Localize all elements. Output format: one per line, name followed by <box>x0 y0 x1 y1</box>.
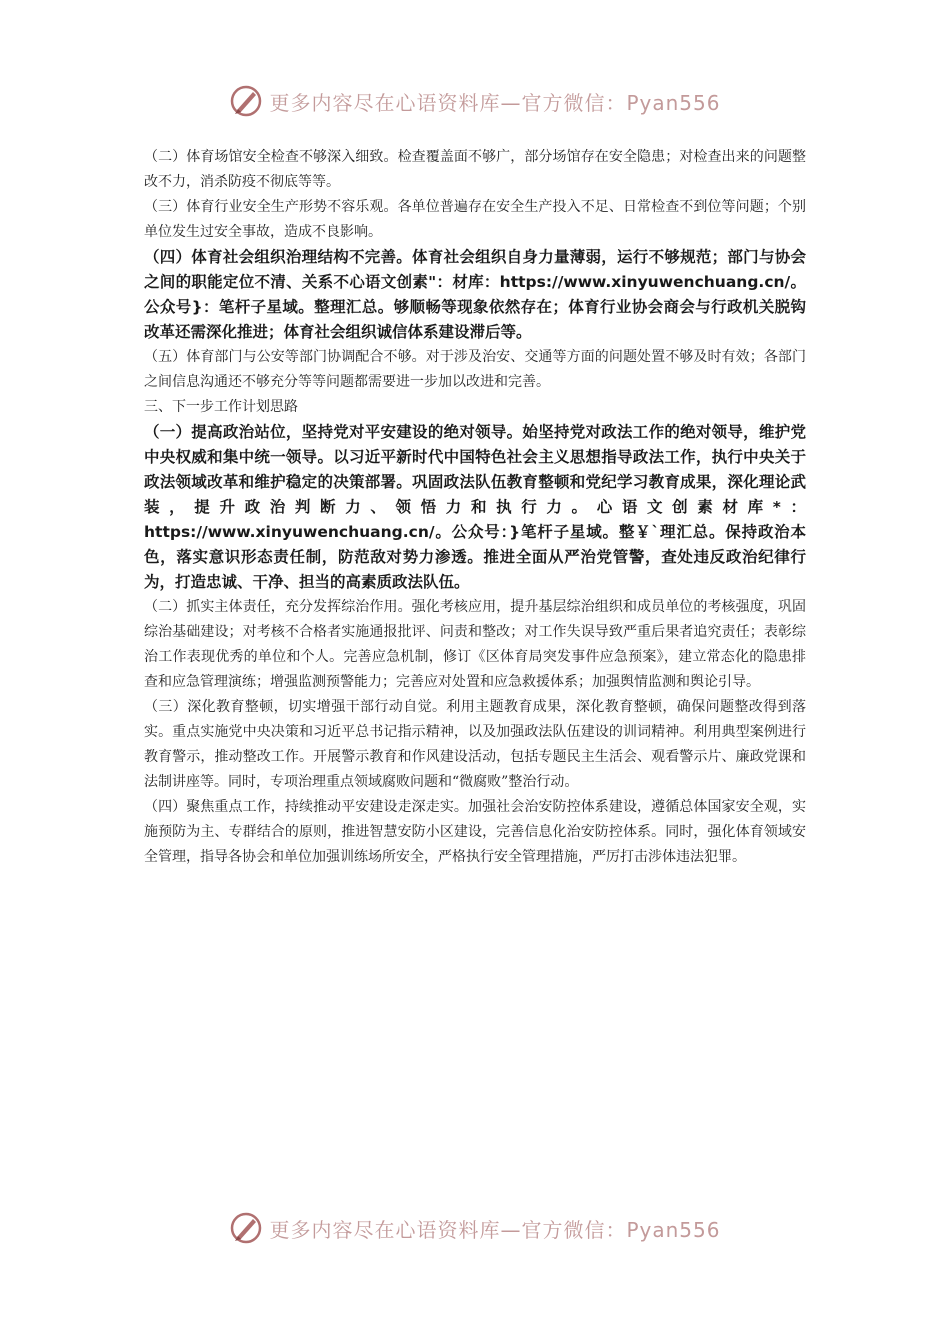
document-body <box>144 145 806 870</box>
watermark-footer <box>0 1211 950 1245</box>
watermark-text: 更多内容尽在心语资料库—官方微信：Pyan556 <box>269 90 721 115</box>
section-heading: 三、下一步工作计划思路 <box>144 399 298 415</box>
paragraph: （三）体育行业安全生产形势不容乐观。各单位普遍存在安全生产投入不足、日常检查不到位等问题；个别单位发生过安全事故，造成不良影响。 <box>144 199 806 240</box>
paragraph: （四）聚焦重点工作，持续推动平安建设走深走实。加强社会治安防控体系建设，遵循总体国家安全观，实施预防为主、专群结合的原则，推进智慧安防小区建设，完善信息化治安防控体系。同时，强化体育领域安全管理，指导各协会和单位加强训练场所安全，严格执行安全管理措施，严厉打击涉体违法犯罪。 <box>144 799 806 865</box>
paragraph-bold: （四）体育社会组织治理结构不完善。体育社会组织自身力量薄弱，运行不够规范；部门与协会之间的职能定位不清、关系不心语文创素"：材库：https://www.xinyuwenchuang.cn/。公众号}：笔杆子星域。整理汇总。够顺畅等现象依然存在；体育行业协会商会与行政机关脱钩改革还需深化推进；体育社会组织诚信体系建设滞后等。 <box>144 248 806 341</box>
pen-logo-icon <box>229 84 263 118</box>
paragraph: （二）抓实主体责任，充分发挥综治作用。强化考核应用，提升基层综治组织和成员单位的考核强度，巩固综治基础建设；对考核不合格者实施通报批评、问责和整改；对工作失误导致严重后果者追究责任；表彰综治工作表现优秀的单位和个人。完善应急机制，修订《区体育局突发事件应急预案》，建立常态化的隐患排查和应急管理演练；增强监测预警能力；完善应对处置和应急救援体系；加强舆情监测和舆论引导。 <box>144 599 806 690</box>
paragraph: （三）深化教育整顿，切实增强干部行动自觉。利用主题教育成果，深化教育整顿，确保问题整改得到落实。重点实施党中央决策和习近平总书记指示精神，以及加强政法队伍建设的训词精神。利用典型案例进行教育警示，推动整改工作。开展警示教育和作风建设活动，包括专题民主生活会、观看警示片、廉政党课和法制讲座等。同时，专项治理重点领域腐败问题和“微腐败”整治行动。 <box>144 699 806 790</box>
watermark-text: 更多内容尽在心语资料库—官方微信：Pyan556 <box>269 1217 721 1242</box>
paragraph-bold: （一）提高政治站位，坚持党对平安建设的绝对领导。始坚持党对政法工作的绝对领导，维护党中央权威和集中统一领导。以习近平新时代中国特色社会主义思想指导政法工作，执行中央关于政法领域改革和维护稳定的决策部署。巩固政法队伍教育整顿和党纪学习教育成果，深化理论武装，提升政治判断力、领悟力和执行力。心语文创素材库*：https://www.xinyuwenchuang.cn/。公众号：}笔杆子星域。整￥`理汇总。保持政治本色，落实意识形态责任制，防范敌对势力渗透。推进全面从严治党管警，查处违反政治纪律行为，打造忠诚、干净、担当的高素质政法队伍。 <box>144 423 806 591</box>
paragraph: （二）体育场馆安全检查不够深入细致。检查覆盖面不够广，部分场馆存在安全隐患；对检查出来的问题整改不力，消杀防疫不彻底等等。 <box>144 149 806 190</box>
watermark-header <box>0 84 950 118</box>
paragraph: （五）体育部门与公安等部门协调配合不够。对于涉及治安、交通等方面的问题处置不够及时有效；各部门之间信息沟通还不够充分等等问题都需要进一步加以改进和完善。 <box>144 349 806 390</box>
pen-logo-icon <box>229 1211 263 1245</box>
